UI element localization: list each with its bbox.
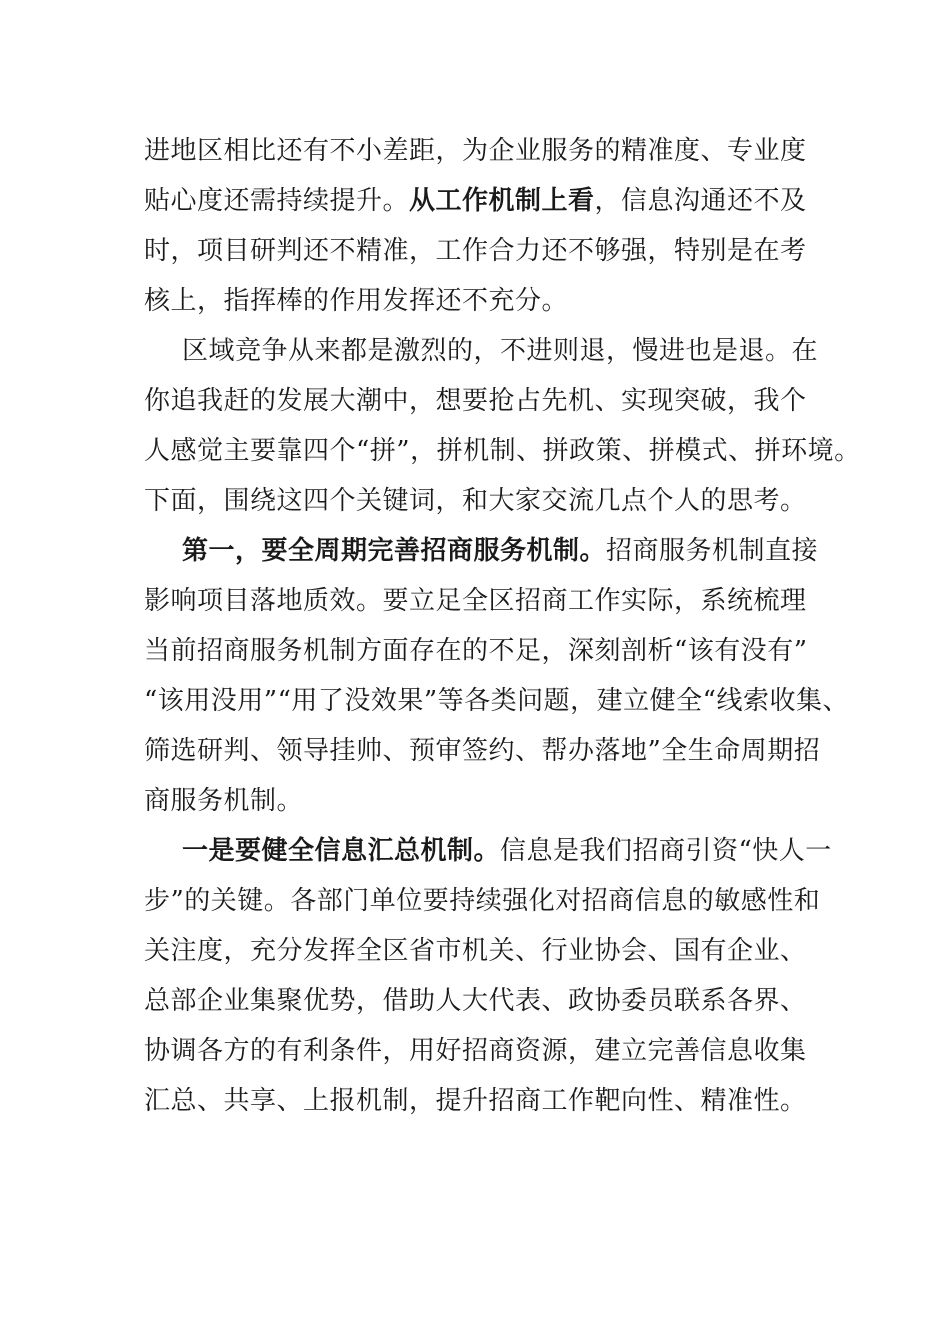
text-line — [144, 526, 824, 576]
text-line — [144, 176, 824, 226]
text-run: 招商服务机制直接 — [606, 536, 819, 566]
text-line — [144, 826, 832, 876]
text-line: 当前招商服务机制方面存在的不足，深刻剖析“该有没有” — [144, 636, 808, 666]
text-line: 协调各方的有利条件，用好招商资源，建立完善信息收集 — [144, 1036, 807, 1066]
text-line: 汇总、共享、上报机制，提升招商工作靶向性、精准性。 — [144, 1086, 807, 1116]
text-line: 进地区相比还有不小差距，为企业服务的精准度、专业度 — [144, 136, 807, 166]
paragraph-first-point — [144, 526, 849, 826]
text-line: 你追我赶的发展大潮中，想要抢占先机、实现突破，我个 — [144, 386, 807, 416]
text-line: 步”的关键。各部门单位要持续强化对招商信息的敏感性和 — [144, 886, 821, 916]
text-line: 总部企业集聚优势，借助人大代表、政协委员联系各界、 — [144, 986, 807, 1016]
text-run: ，信息沟通还不及 — [594, 186, 807, 216]
body-text — [144, 126, 861, 1126]
text-line: 商服务机制。 — [144, 786, 304, 816]
paragraph-info-mechanism — [144, 826, 832, 1126]
text-run: 信息是我们招商引资“快人一 — [500, 836, 832, 866]
text-line: 核上，指挥棒的作用发挥还不充分。 — [144, 286, 569, 316]
paragraph-work-mechanism — [144, 126, 824, 326]
text-line: 区域竞争从来都是激烈的，不进则退，慢进也是退。在 — [182, 336, 819, 366]
bold-heading: 从工作机制上看 — [409, 186, 595, 216]
text-line: 下面，围绕这四个关键词，和大家交流几点个人的思考。 — [144, 486, 807, 516]
bold-heading: 第一，要全周期完善招商服务机制。 — [182, 536, 607, 566]
text-line: 影响项目落地质效。要立足全区招商工作实际，系统梳理 — [144, 586, 807, 616]
text-line: “该用没用”“用了没效果”等各类问题，建立健全“线索收集、 — [144, 686, 849, 716]
text-run: 贴心度还需持续提升。 — [144, 186, 410, 216]
text-line: 筛选研判、领导挂帅、预审签约、帮办落地”全生命周期招 — [144, 736, 821, 766]
text-line: 时，项目研判还不精准，工作合力还不够强，特别是在考 — [144, 236, 807, 266]
text-line: 人感觉主要靠四个“拼”，拼机制、拼政策、拼模式、拼环境。 — [144, 436, 861, 466]
text-line: 关注度，充分发挥全区省市机关、行业协会、国有企业、 — [144, 936, 807, 966]
paragraph-regional-competition — [144, 326, 861, 526]
bold-heading: 一是要健全信息汇总机制。 — [182, 836, 501, 866]
